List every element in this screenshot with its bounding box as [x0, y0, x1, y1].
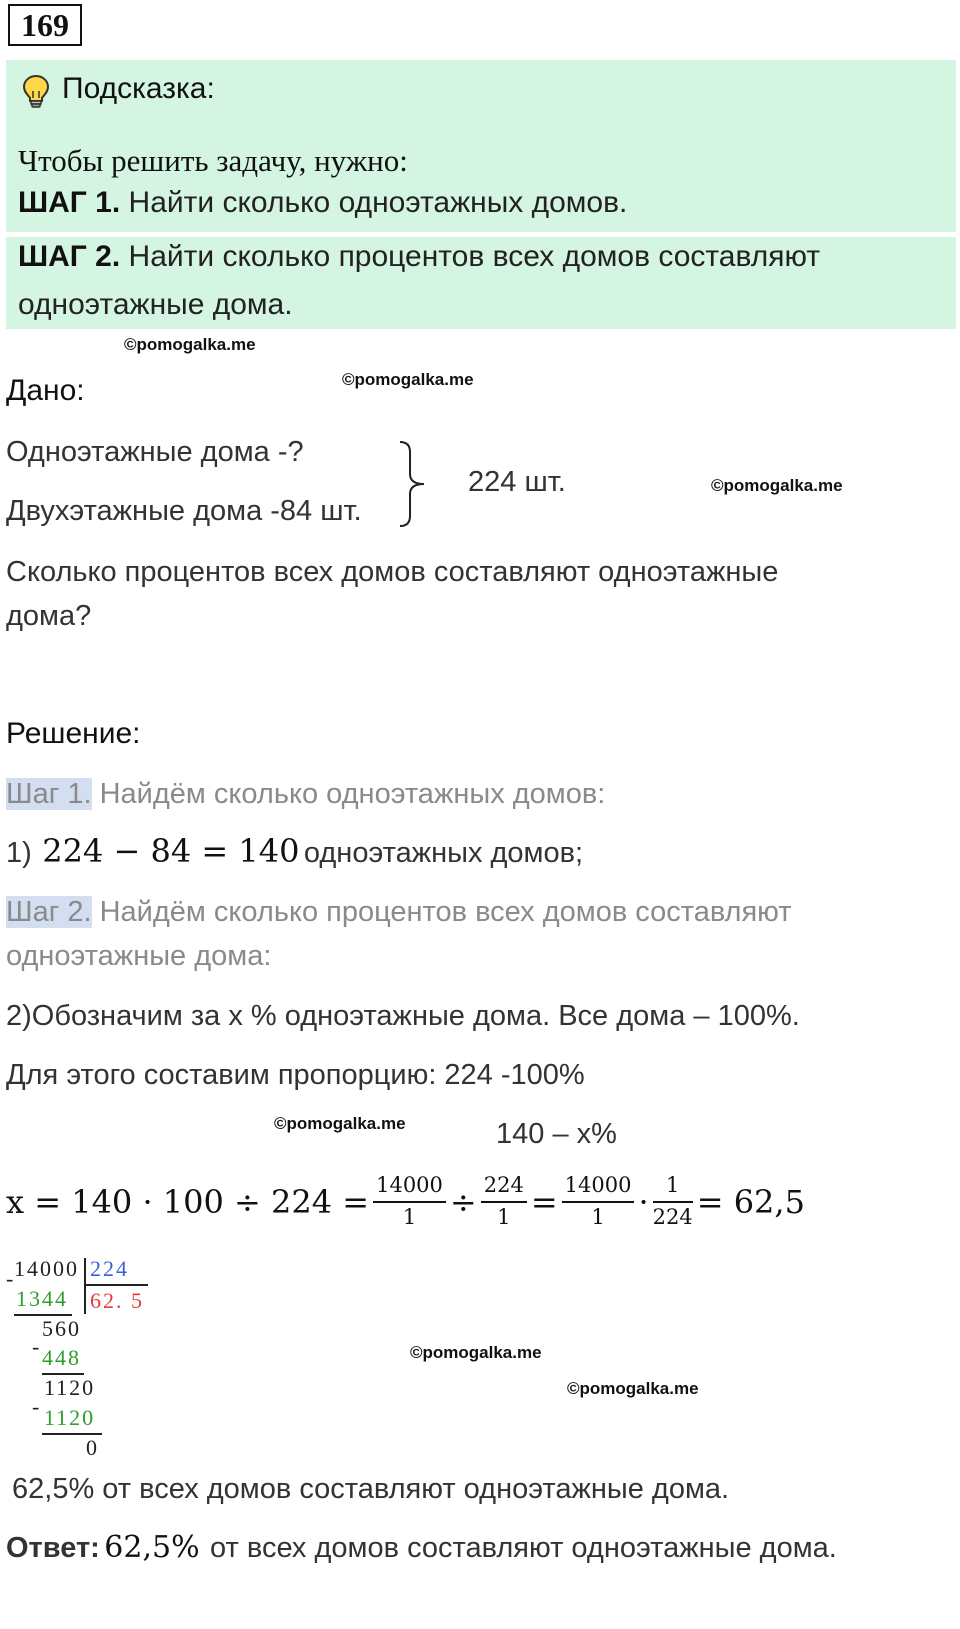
problem-number: 169 — [21, 7, 69, 43]
fraction-3 — [562, 1172, 635, 1231]
calc1-suffix: одноэтажных домов; — [303, 837, 584, 869]
hint-step1-text: Найти сколько одноэтажных домов. — [120, 186, 628, 219]
watermark: ©pomogalka.me — [342, 370, 474, 389]
equation — [6, 1172, 805, 1231]
solution-title: Решение: — [6, 717, 141, 750]
fraction-2 — [481, 1172, 527, 1231]
watermark: ©pomogalka.me — [567, 1379, 699, 1398]
hint-step2-line2: одноэтажные дома. — [18, 288, 293, 321]
given-total: 224 шт. — [468, 466, 566, 498]
answer-text: от всех домов составляют одноэтажные дома. — [210, 1532, 837, 1564]
multiply-sign: · — [638, 1182, 649, 1221]
frac1-numerator: 14000 — [373, 1172, 446, 1203]
frac4-numerator: 1 — [653, 1172, 693, 1203]
quotient: 62. 5 — [90, 1288, 144, 1313]
frac3-numerator: 14000 — [562, 1172, 635, 1203]
hint-title: Подсказка: — [62, 72, 215, 105]
frac2-numerator: 224 — [481, 1172, 527, 1203]
step2-label: Шаг 2. — [6, 896, 92, 928]
calc1-expression: 224 − 84 = 140 — [42, 832, 300, 870]
division-sign: ÷ — [449, 1182, 477, 1221]
answer — [6, 1530, 837, 1565]
step2-text: Найдём сколько процентов всех домов составляют — [91, 896, 792, 928]
fraction-4 — [653, 1172, 693, 1231]
frac4-denominator: 224 — [652, 1205, 693, 1229]
hint-step2-text: Найти сколько процентов всех домов составляют — [120, 240, 821, 273]
remainder-3: 0 — [86, 1435, 99, 1460]
equation-result: = 62,5 — [696, 1182, 805, 1221]
solution-line-b: Для этого составим пропорцию: 224 -100% — [6, 1059, 585, 1091]
hint-step2-label: ШАГ 2. — [18, 240, 121, 273]
divisor: 224 — [90, 1256, 129, 1281]
minus-sign: - — [32, 1334, 42, 1359]
step1-text: Найдём сколько одноэтажных домов: — [91, 778, 606, 810]
minus-sign: - — [32, 1394, 42, 1419]
given-line2: Двухэтажные дома -84 шт. — [6, 495, 362, 527]
watermark: ©pomogalka.me — [274, 1114, 406, 1133]
frac3-denominator: 1 — [591, 1205, 605, 1229]
watermark: ©pomogalka.me — [410, 1343, 542, 1362]
given-line1: Одноэтажные дома -? — [6, 436, 304, 468]
curly-brace — [396, 440, 432, 533]
solution-line-a: 2)Обозначим за х % одноэтажные дома. Все дома – 100%. — [6, 1000, 800, 1032]
hint-step1-label: ШАГ 1. — [18, 186, 121, 219]
watermark: ©pomogalka.me — [711, 476, 843, 495]
minus-sign: - — [6, 1266, 16, 1291]
problem-number-box — [8, 4, 82, 46]
watermark: ©pomogalka.me — [124, 335, 256, 354]
hint-step1 — [18, 186, 627, 220]
solution-line-c: 140 – х% — [496, 1118, 617, 1150]
question-line2: дома? — [6, 600, 92, 632]
given-title: Дано: — [6, 374, 85, 407]
frac1-denominator: 1 — [402, 1205, 417, 1229]
subtrahend-2: 448 — [42, 1345, 81, 1370]
calc1 — [6, 832, 583, 870]
equation-start: x = 140 · 100 ÷ 224 = — [6, 1182, 370, 1221]
division-bracket-vertical — [84, 1258, 86, 1314]
lightbulb-icon — [22, 74, 50, 113]
long-division — [0, 1256, 170, 1466]
fraction-1 — [373, 1172, 446, 1231]
answer-label: Ответ: — [6, 1532, 100, 1564]
solution-step2-line2: одноэтажные дома: — [6, 940, 272, 972]
subtrahend-1: 1344 — [16, 1286, 68, 1311]
equals-sign: = — [530, 1182, 558, 1221]
frac2-denominator: 1 — [497, 1205, 511, 1229]
calc1-prefix: 1) — [6, 837, 32, 869]
conclusion: 62,5% от всех домов составляют одноэтажные дома. — [12, 1473, 730, 1505]
subtrahend-3: 1120 — [44, 1405, 96, 1430]
division-bracket-horizontal — [84, 1284, 148, 1286]
hint-intro: Чтобы решить задачу, нужно: — [18, 143, 408, 178]
solution-step1 — [6, 778, 605, 811]
hint-step2 — [18, 240, 820, 274]
remainder-1: 560 — [42, 1316, 81, 1341]
answer-value: 62,5% — [104, 1530, 200, 1565]
question-line1: Сколько процентов всех домов составляют одноэтажные — [6, 556, 779, 588]
dividend: 14000 — [14, 1256, 79, 1281]
solution-step2 — [6, 896, 792, 929]
step1-label: Шаг 1. — [6, 778, 92, 810]
remainder-2: 1120 — [44, 1375, 96, 1400]
